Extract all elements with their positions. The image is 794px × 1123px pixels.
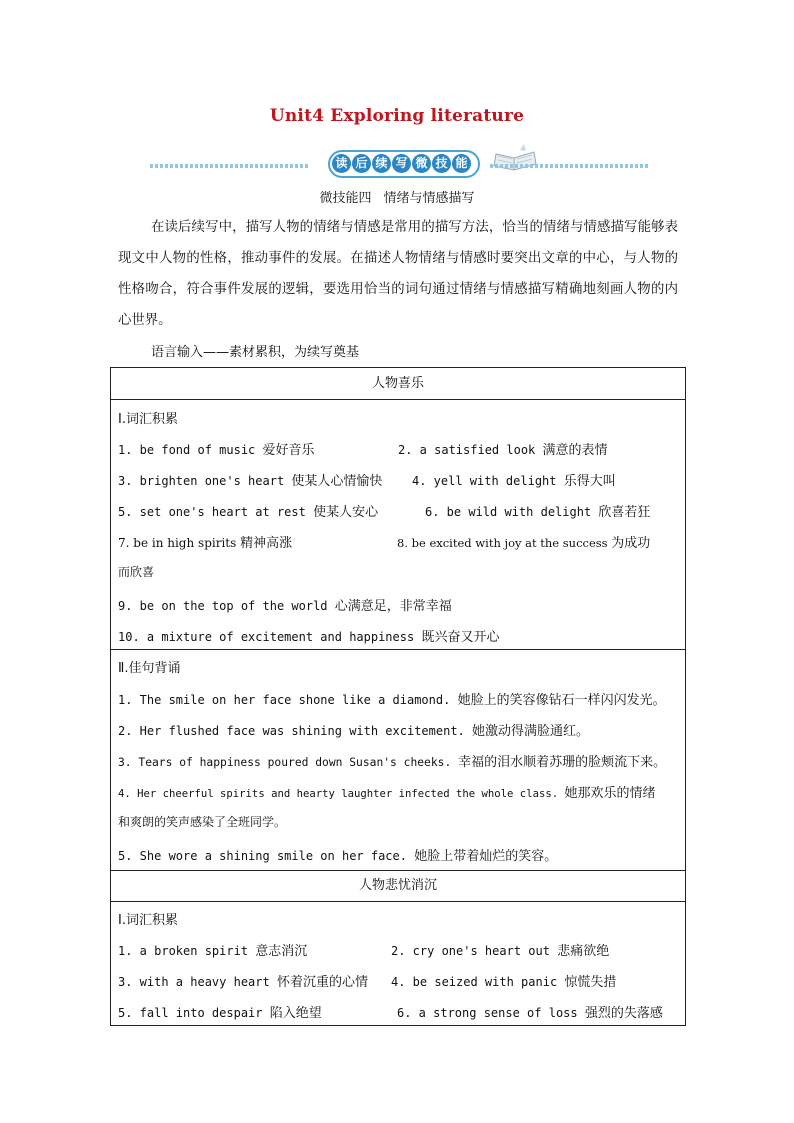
banner-char: 能 — [452, 154, 471, 173]
vocab-item: 6. a strong sense of loss 强烈的失落感 — [397, 1006, 663, 1021]
banner-label — [328, 150, 480, 178]
vocab-title: Ⅰ.词汇积累 — [118, 412, 178, 427]
section-header-happy: 人物喜乐 — [371, 376, 424, 391]
vocab-item: 4. be seized with panic 惊慌失措 — [391, 975, 617, 990]
sentence-title: Ⅱ.佳句背诵 — [118, 661, 181, 676]
skill-subtitle — [0, 187, 794, 206]
vocab-item: 2. cry one's heart out 悲痛欲绝 — [391, 944, 610, 959]
open-book-icon — [490, 142, 540, 174]
banner-dotted-line-right — [490, 164, 650, 168]
banner-char: 写 — [392, 154, 411, 173]
vocab-item-continued: 而欣喜 — [118, 565, 155, 579]
banner-char: 后 — [352, 154, 371, 173]
page-title: Unit4 Exploring literature — [269, 106, 525, 126]
banner-char: 读 — [332, 154, 351, 173]
divider — [111, 649, 685, 650]
vocab-item: 1. a broken spirit 意志消沉 — [118, 944, 308, 959]
vocab-item: 9. be on the top of the world 心满意足，非常幸福 — [118, 599, 452, 614]
section-header-sad: 人物悲忧消沉 — [358, 878, 437, 893]
material-table — [110, 367, 686, 1026]
skill-number: 微技能四 — [319, 191, 372, 206]
vocab-item: 4. yell with delight 乐得大叫 — [412, 474, 616, 489]
banner-char: 技 — [432, 154, 451, 173]
vocab-item: 5. fall into despair 陷入绝望 — [118, 1006, 322, 1021]
vocab-item: 5. set one's heart at rest 使某人安心 — [118, 505, 379, 520]
intro-paragraph: 在读后续写中，描写人物的情绪与情感是常用的描写方法，恰当的情绪与情感描写能够表现文中人物的性格，推动事件的发展。在描述人物情绪与情感时要突出文章的中心，与人物的性格吻合，符合事件发展的逻辑，要选用恰当的词句通过情绪与情感描写精确地刻画人物的内心世界。 — [118, 220, 678, 328]
vocab-item: 6. be wild with delight 欣喜若狂 — [425, 505, 651, 520]
banner-char: 续 — [372, 154, 391, 173]
divider — [111, 399, 685, 400]
vocab-item: 3. brighten one's heart 使某人心情愉快 — [118, 474, 383, 489]
divider — [111, 901, 685, 902]
sentence-item: 2. Her flushed face was shining with excitement. 她激动得满脸通红。 — [118, 724, 590, 739]
vocab-item: 7. be in high spirits 精神高涨 — [118, 536, 293, 551]
vocab-item: 1. be fond of music 爱好音乐 — [118, 443, 315, 458]
lead-line: 语言输入——素材累积，为续写奠基 — [151, 345, 360, 360]
section-banner — [150, 142, 650, 176]
vocab-item: 8. be excited with joy at the success 为成功 — [397, 536, 651, 551]
skill-topic: 情绪与情感描写 — [383, 191, 475, 206]
vocab-title: Ⅰ.词汇积累 — [118, 913, 178, 928]
vocab-item: 10. a mixture of excitement and happiness 既兴奋又开心 — [118, 630, 500, 645]
sentence-item: 4. Her cheerful spirits and hearty laughter infected the whole class. 她那欢乐的情绪 — [118, 786, 656, 801]
sentence-item: 5. She wore a shining smile on her face. 她脸上带着灿烂的笑容。 — [118, 849, 558, 864]
sentence-item: 3. Tears of happiness poured down Susan's cheeks. 幸福的泪水顺着苏珊的脸颊流下来。 — [118, 755, 667, 770]
sentence-item-continued: 和爽朗的笑声感染了全班同学。 — [118, 815, 287, 829]
vocab-item: 2. a satisfied look 满意的表情 — [398, 443, 608, 458]
sentence-item: 1. The smile on her face shone like a diamond. 她脸上的笑容像钻石一样闪闪发光。 — [118, 693, 666, 708]
vocab-item: 3. with a heavy heart 怀着沉重的心情 — [118, 975, 368, 990]
banner-char: 微 — [412, 154, 431, 173]
banner-dotted-line-left — [150, 164, 310, 168]
